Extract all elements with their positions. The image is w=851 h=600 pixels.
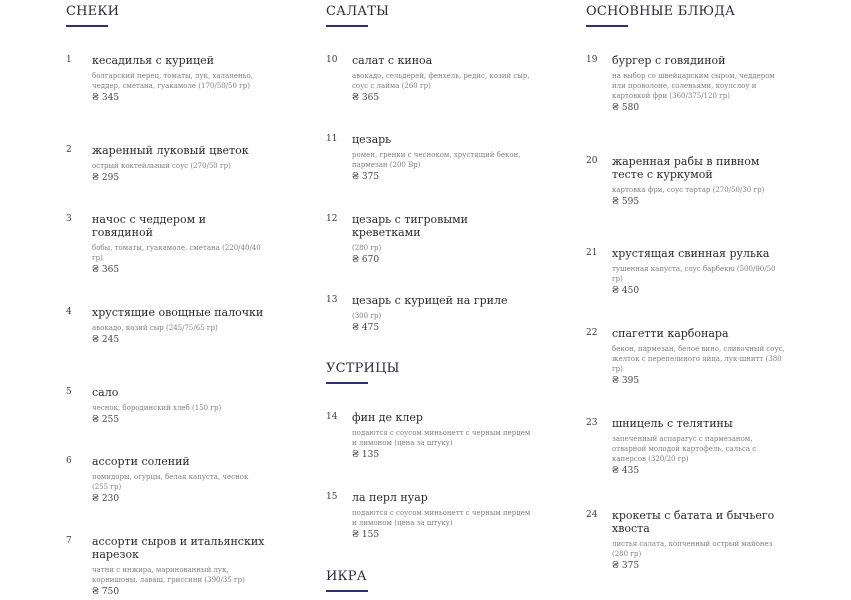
item-description: авокадо, козий сыр (245/75/65 гр) <box>92 324 218 332</box>
item-price: ₴ 375 <box>352 172 380 182</box>
item-number: 1 <box>66 55 72 65</box>
item-description: помидоры, огурцы, белая капуста, чеснок (255 гр) <box>92 473 249 491</box>
caviar-title: ИКРА <box>326 569 367 584</box>
item-price: ₴ 345 <box>92 93 120 103</box>
item-number: 5 <box>66 387 72 397</box>
item-number: 7 <box>66 536 72 546</box>
item-name: цезарь <box>352 133 392 146</box>
item-description: (280 гр) <box>352 244 382 252</box>
item-price: ₴ 475 <box>352 323 380 333</box>
item-number: 11 <box>326 134 338 144</box>
oysters-title: УСТРИЦЫ <box>326 361 400 376</box>
item-price: ₴ 135 <box>352 450 380 460</box>
item-number: 4 <box>66 307 72 317</box>
item-price: ₴ 365 <box>352 93 380 103</box>
item-name: салат с киноа <box>352 54 433 67</box>
item-description: ромен, гренки с чесноком, хрустящий бекон, пармезан (200 Вр) <box>352 151 521 169</box>
item-description: чатни с инжира, маринованный лук, корнишоны, лаваш, гриссини (390/35 гр) <box>92 566 245 584</box>
item-description: острый коктейльный соус (270/50 гр) <box>92 162 231 170</box>
item-number: 23 <box>586 418 598 428</box>
item-name: жаренный луковый цветок <box>92 144 249 157</box>
mains-title: ОСНОВНЫЕ БЛЮДА <box>586 4 736 19</box>
item-description: запеченный аспарагус с пармезаном, отварной молодой картофель, сальса с каперсов (320/20 гр) <box>612 435 757 463</box>
item-price: ₴ 375 <box>612 561 640 571</box>
item-number: 20 <box>586 156 598 166</box>
item-price: ₴ 155 <box>352 530 380 540</box>
item-price: ₴ 750 <box>92 587 120 597</box>
item-number: 19 <box>586 55 598 65</box>
item-price: ₴ 595 <box>612 197 640 207</box>
item-price: ₴ 395 <box>612 376 640 386</box>
item-price: ₴ 230 <box>92 494 120 504</box>
item-name: шницель с телятины <box>612 417 733 430</box>
item-description: тушенная капуста, соус барбекю (500/90/50 гр) <box>612 265 776 283</box>
item-name: бургер с говядиной <box>612 54 726 67</box>
item-description: картовка фри, соус тартар (270/50/30 гр) <box>612 186 765 194</box>
item-price: ₴ 245 <box>92 335 120 345</box>
item-description: (300 гр) <box>352 312 382 320</box>
item-name: кесадилья с курицей <box>92 54 214 67</box>
item-description: на выбор со швейцарским сыром, чеддером или проволоне, соленьями, коулслоу и картовкой фри (360/375/120 гр) <box>612 72 775 100</box>
item-number: 3 <box>66 214 72 224</box>
item-description: чеснок, бородинский хлеб (150 гр) <box>92 404 222 412</box>
item-name: ассорти солений <box>92 455 190 468</box>
item-description: авокадо, сельдерей, фенхель, редис, козий сыр, соус с лайма (260 гр) <box>352 72 530 90</box>
snacks-title: СНЕКИ <box>66 4 120 19</box>
item-price: ₴ 435 <box>612 466 640 476</box>
item-name: спагетти карбонара <box>612 327 729 340</box>
item-number: 2 <box>66 145 72 155</box>
item-price: ₴ 670 <box>352 255 380 265</box>
item-price: ₴ 295 <box>92 173 120 183</box>
item-name: ассорти сыров и итальянских нарезок <box>92 535 265 561</box>
item-name: фин де клер <box>352 411 423 424</box>
item-description: бекон, пармезан, белое вино, сливочный соус, желток с перепелиного яйца, лук-шнитт (380 гр) <box>612 345 785 373</box>
item-price: ₴ 450 <box>612 286 640 296</box>
item-name: сало <box>92 386 119 399</box>
item-description: подаются с соусом миньонетт с черным перцем и лимоном (цена за штуку) <box>352 429 531 447</box>
item-description: бобы, томаты, гуакамоле, сметана (220/40/40 гр) <box>92 244 261 262</box>
item-name: крокеты с батата и бычьего хвоста <box>612 509 775 535</box>
item-number: 24 <box>586 510 598 520</box>
item-number: 22 <box>586 328 598 338</box>
item-price: ₴ 365 <box>92 265 120 275</box>
item-name: жаренная рабы в пивном тесте с куркумой <box>612 155 760 181</box>
item-number: 10 <box>326 55 338 65</box>
item-name: хрустящая свинная рулька <box>612 247 770 260</box>
item-name: цезарь с курицей на гриле <box>352 294 508 307</box>
item-price: ₴ 580 <box>612 103 640 113</box>
item-description: подаются с соусом миньонетт с черным перцем и лимоном (цена за штуку) <box>352 509 531 527</box>
item-description: листья салата, копченный острый майонез (280 гр) <box>612 540 773 558</box>
item-number: 21 <box>586 248 598 258</box>
item-description: болгарский перец, томаты, лук, халапеньо, чеддер, сметана, гуакамоле (170/50/50 гр) <box>92 72 253 90</box>
item-name: цезарь с тигровыми креветками <box>352 213 469 239</box>
item-name: хрустящие овощные палочки <box>92 306 264 319</box>
item-name: ла перл нуар <box>352 491 428 504</box>
item-number: 13 <box>326 295 338 305</box>
item-number: 6 <box>66 456 72 466</box>
item-name: начос с чеддером и говядиной <box>92 213 206 239</box>
item-number: 12 <box>326 214 338 224</box>
salads-title: САЛАТЫ <box>326 4 390 19</box>
item-number: 15 <box>326 492 338 502</box>
item-number: 14 <box>326 412 338 422</box>
item-price: ₴ 255 <box>92 415 120 425</box>
